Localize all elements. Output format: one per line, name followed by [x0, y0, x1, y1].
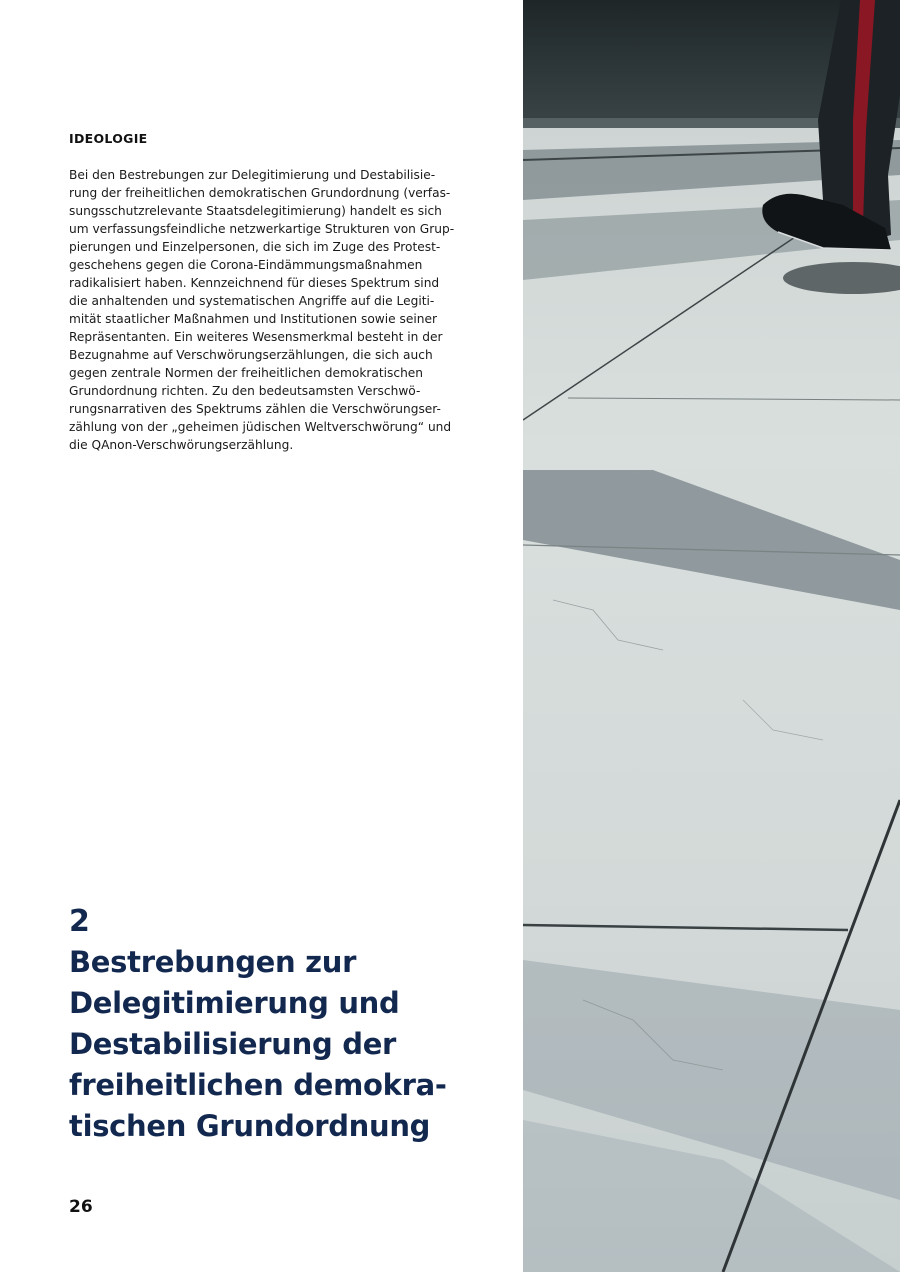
- body-line: rung der freiheitlichen demokratischen Grundordnung (verfas-: [69, 186, 451, 200]
- body-line: sungsschutzrelevante Staatsdelegitimierung) handelt es sich: [69, 204, 442, 218]
- chapter-title-line: tischen Grundordnung: [69, 1109, 431, 1143]
- body-line: gegen zentrale Normen der freiheitlichen demokratischen: [69, 366, 424, 380]
- chapter-title-line: Bestrebungen zur: [69, 945, 357, 979]
- body-line: Bezugnahme auf Verschwörungserzählungen, die sich auch: [69, 348, 433, 362]
- body-line: zählung von der „geheimen jüdischen Weltverschwörung“ und: [69, 420, 452, 434]
- chapter-title-line: freiheitlichen demokra-: [69, 1068, 447, 1102]
- body-line: mität staatlicher Maßnahmen und Institutionen sowie seiner: [69, 312, 437, 326]
- body-line: um verfassungsfeindliche netzwerkartige Strukturen von Grup-: [69, 222, 455, 236]
- body-line: geschehens gegen die Corona-Eindämmungsmaßnahmen: [69, 258, 423, 272]
- body-line: Repräsentanten. Ein weiteres Wesensmerkmal besteht in der: [69, 330, 443, 344]
- floor-photo: [523, 0, 900, 1272]
- section-label: IDEOLOGIE: [69, 131, 148, 146]
- chapter-title-line: Delegitimierung und: [69, 986, 400, 1020]
- body-line: rungsnarrativen des Spektrums zählen die Verschwörungser-: [69, 402, 441, 416]
- body-paragraph: [69, 166, 455, 454]
- page-number: 26: [69, 1197, 93, 1217]
- chapter-number: 2: [69, 904, 90, 939]
- body-line: Bei den Bestrebungen zur Delegitimierung und Destabilisie-: [69, 168, 436, 182]
- body-line: Grundordnung richten. Zu den bedeutsamsten Verschwö-: [69, 384, 421, 398]
- body-line: die QAnon-Verschwörungserzählung.: [69, 438, 294, 452]
- body-line: radikalisiert haben. Kennzeichnend für dieses Spektrum sind: [69, 276, 440, 290]
- chapter-heading: [69, 902, 489, 1147]
- body-line: pierungen und Einzelpersonen, die sich im Zuge des Protest-: [69, 240, 441, 254]
- chapter-title-line: Destabilisierung der: [69, 1027, 397, 1061]
- body-line: die anhaltenden und systematischen Angriffe auf die Legiti-: [69, 294, 435, 308]
- chapter-title: [69, 942, 489, 1147]
